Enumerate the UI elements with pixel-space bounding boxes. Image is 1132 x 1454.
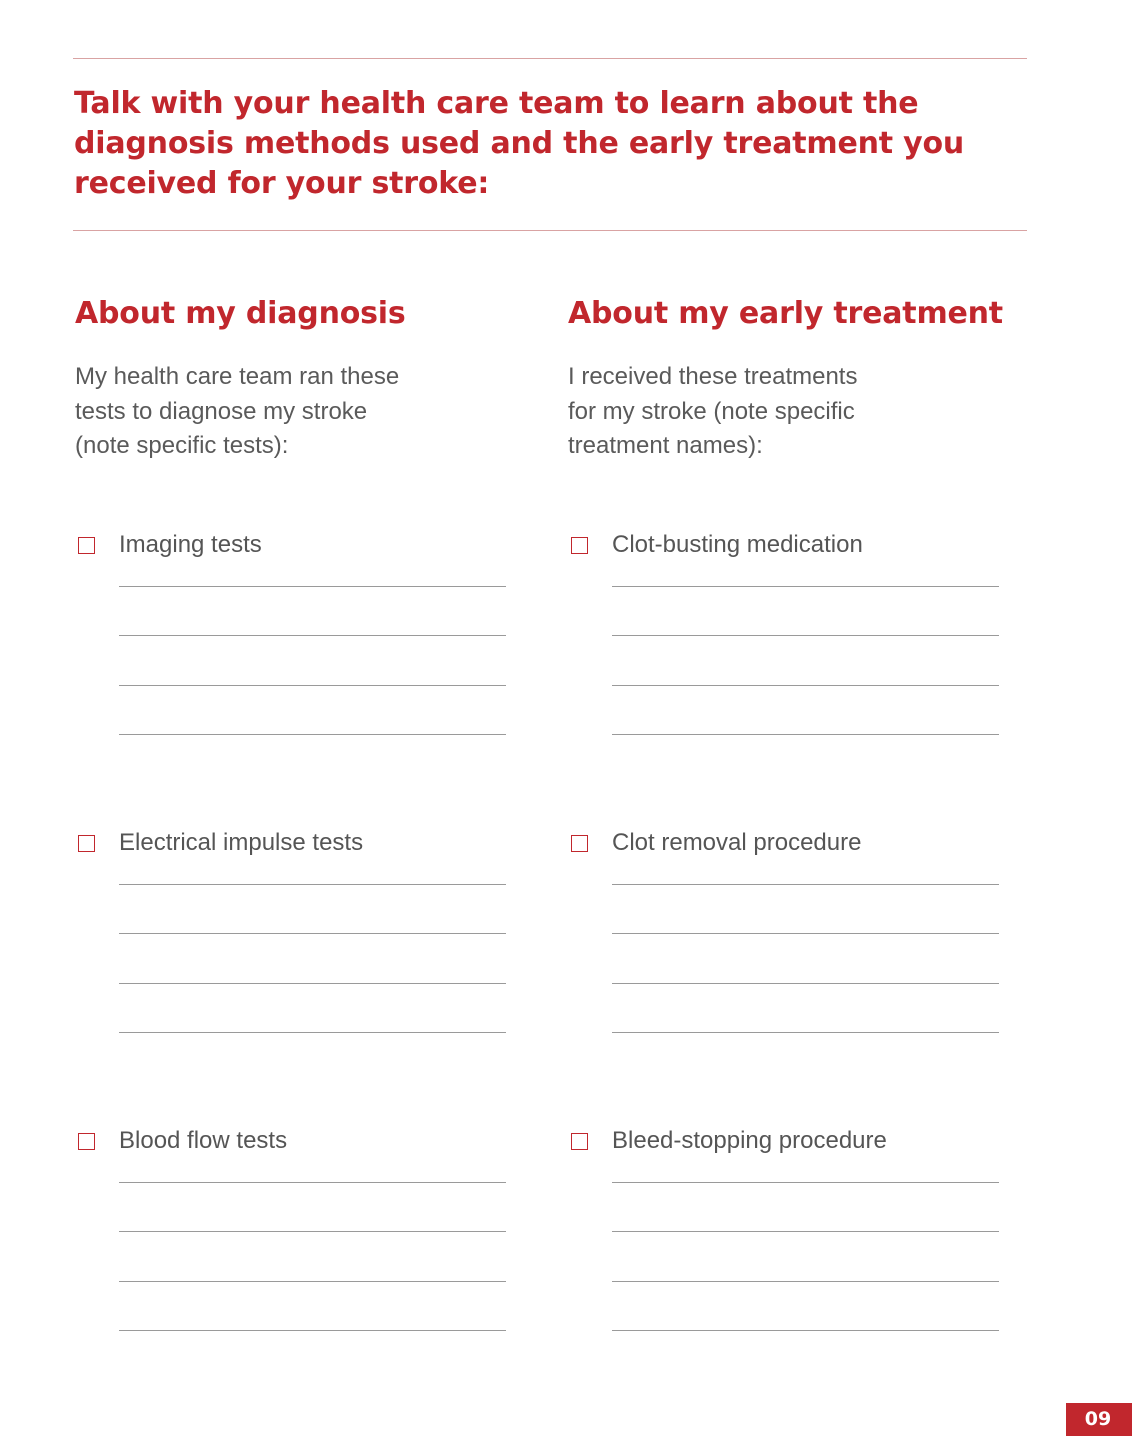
bleed-stopping-procedure-checkbox[interactable] bbox=[571, 1133, 588, 1150]
checklist-item-label: Imaging tests bbox=[119, 531, 262, 558]
clot-removal-procedure-checkbox[interactable] bbox=[571, 835, 588, 852]
write-in-line[interactable] bbox=[119, 884, 506, 885]
write-in-line[interactable] bbox=[119, 983, 506, 984]
write-in-line[interactable] bbox=[612, 1231, 999, 1232]
checklist-item-label: Clot-busting medication bbox=[612, 531, 863, 558]
checklist-item-label: Electrical impulse tests bbox=[119, 829, 364, 856]
write-in-line[interactable] bbox=[119, 586, 506, 587]
checklist-item bbox=[568, 527, 1008, 757]
checklist-item bbox=[75, 825, 515, 1055]
imaging-tests-checkbox[interactable] bbox=[78, 537, 95, 554]
checklist-item bbox=[75, 1123, 515, 1353]
write-in-line[interactable] bbox=[119, 1231, 506, 1232]
diagnosis-description: My health care team ran these tests to diagnose my stroke (note specific tests): bbox=[75, 363, 400, 459]
checklist-item-label: Bleed-stopping procedure bbox=[612, 1127, 887, 1154]
clot-busting-medication-checkbox[interactable] bbox=[571, 537, 588, 554]
write-in-line[interactable] bbox=[612, 933, 999, 934]
write-in-line[interactable] bbox=[612, 983, 999, 984]
write-in-line[interactable] bbox=[119, 1182, 506, 1183]
write-in-line[interactable] bbox=[119, 933, 506, 934]
treatment-title: About my early treatment bbox=[568, 296, 1003, 331]
checklist-item bbox=[75, 527, 515, 757]
write-in-line[interactable] bbox=[612, 1281, 999, 1282]
page-number: 09 bbox=[1066, 1403, 1132, 1436]
write-in-line[interactable] bbox=[119, 635, 506, 636]
write-in-line[interactable] bbox=[119, 1330, 506, 1331]
diagnosis-title: About my diagnosis bbox=[75, 296, 406, 331]
checklist-item-label: Clot removal procedure bbox=[612, 829, 862, 856]
top-divider bbox=[73, 58, 1027, 59]
write-in-line[interactable] bbox=[612, 685, 999, 686]
write-in-line[interactable] bbox=[119, 1281, 506, 1282]
write-in-line[interactable] bbox=[612, 635, 999, 636]
write-in-line[interactable] bbox=[119, 734, 506, 735]
checklist-item bbox=[568, 1123, 1008, 1353]
write-in-line[interactable] bbox=[119, 1032, 506, 1033]
blood-flow-tests-checkbox[interactable] bbox=[78, 1133, 95, 1150]
intro-heading: Talk with your health care team to learn about the diagnosis methods used and the early treatment you received for your stroke: bbox=[74, 86, 965, 201]
write-in-line[interactable] bbox=[612, 734, 999, 735]
write-in-line[interactable] bbox=[612, 1182, 999, 1183]
write-in-line[interactable] bbox=[119, 685, 506, 686]
electrical-impulse-tests-checkbox[interactable] bbox=[78, 835, 95, 852]
write-in-line[interactable] bbox=[612, 884, 999, 885]
treatment-description: I received these treatments for my stroke (note specific treatment names): bbox=[568, 363, 858, 459]
checklist-item-label: Blood flow tests bbox=[119, 1127, 288, 1154]
write-in-line[interactable] bbox=[612, 586, 999, 587]
write-in-line[interactable] bbox=[612, 1330, 999, 1331]
bottom-divider bbox=[73, 230, 1027, 231]
checklist-item bbox=[568, 825, 1008, 1055]
write-in-line[interactable] bbox=[612, 1032, 999, 1033]
